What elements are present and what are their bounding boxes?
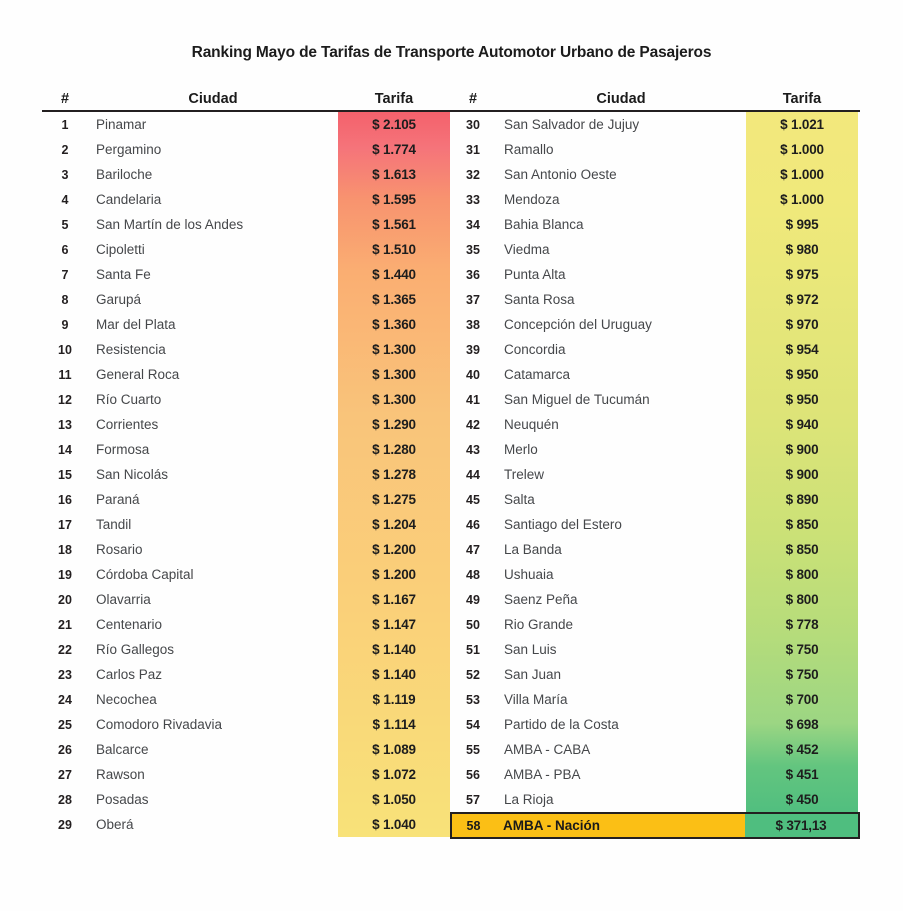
- table-row: [450, 737, 860, 762]
- row-rank: 14: [58, 442, 72, 457]
- row-city: San Miguel de Tucumán: [504, 392, 650, 407]
- row-city: Merlo: [504, 442, 538, 457]
- row-fare: $ 1.200: [372, 542, 416, 557]
- table-row: [42, 462, 452, 487]
- table-row: [42, 737, 452, 762]
- row-city: Tandil: [96, 517, 132, 532]
- table-row: [450, 687, 860, 712]
- row-fare: $ 1.140: [372, 667, 416, 682]
- row-city: Río Cuarto: [96, 392, 162, 407]
- row-fare: $ 900: [785, 442, 819, 457]
- row-rank: 19: [58, 567, 72, 582]
- row-city: Río Gallegos: [96, 642, 175, 657]
- row-rank: 51: [466, 642, 480, 657]
- table-row: [42, 812, 452, 837]
- table-right-panel: [450, 88, 860, 839]
- table-row: [450, 362, 860, 387]
- row-rank: 33: [466, 192, 480, 207]
- row-fare: $ 1.300: [372, 342, 416, 357]
- row-city: Salta: [504, 492, 535, 507]
- header-fare: Tarifa: [374, 90, 414, 107]
- row-rank: 17: [58, 517, 72, 532]
- row-fare: $ 1.204: [372, 517, 416, 532]
- table-header-right: [450, 88, 860, 112]
- row-rank: 3: [61, 167, 69, 182]
- row-fare: $ 371,13: [745, 814, 857, 837]
- table-row: [450, 212, 860, 237]
- row-rank: 24: [58, 692, 72, 707]
- table-row: [42, 187, 452, 212]
- row-rank: 23: [58, 667, 72, 682]
- row-city: Garupá: [96, 292, 142, 307]
- row-rank: 50: [466, 617, 480, 632]
- row-city: San Martín de los Andes: [96, 217, 244, 232]
- row-fare: $ 452: [785, 742, 819, 757]
- row-rank: 35: [466, 242, 480, 257]
- table-row: [42, 612, 452, 637]
- row-fare: $ 1.510: [372, 242, 416, 257]
- table-row: [450, 487, 860, 512]
- table-row: [42, 237, 452, 262]
- row-fare: $ 940: [785, 417, 819, 432]
- table-row: [450, 662, 860, 687]
- row-rank: 54: [466, 717, 480, 732]
- row-fare: $ 995: [785, 217, 819, 232]
- row-rank: 58: [452, 814, 495, 837]
- row-city: Partido de la Costa: [504, 717, 619, 732]
- table-row: [42, 487, 452, 512]
- row-rank: 31: [466, 142, 480, 157]
- row-rank: 55: [466, 742, 480, 757]
- table-row: [42, 262, 452, 287]
- row-city: AMBA - CABA: [504, 742, 591, 757]
- table-row: [450, 287, 860, 312]
- row-city: Mar del Plata: [96, 317, 176, 332]
- row-fare: $ 1.561: [372, 217, 416, 232]
- table-row: [450, 512, 860, 537]
- row-fare: $ 850: [785, 542, 819, 557]
- row-fare: $ 700: [785, 692, 819, 707]
- row-fare: $ 1.774: [372, 142, 416, 157]
- row-fare: $ 1.440: [372, 267, 416, 282]
- header-rank: #: [60, 90, 70, 107]
- header-rank-2: #: [468, 90, 478, 107]
- table-row: [42, 562, 452, 587]
- row-fare: $ 1.140: [372, 642, 416, 657]
- row-city: Punta Alta: [504, 267, 566, 282]
- row-rank: 42: [466, 417, 480, 432]
- header-city: Ciudad: [188, 90, 238, 107]
- row-city: Centenario: [96, 617, 163, 632]
- header-fare-2: Tarifa: [782, 90, 822, 107]
- row-fare: $ 1.072: [372, 767, 416, 782]
- table-row: [42, 412, 452, 437]
- row-city: Concepción del Uruguay: [504, 317, 652, 332]
- row-fare: $ 450: [785, 792, 819, 807]
- row-rank: 53: [466, 692, 480, 707]
- row-rank: 43: [466, 442, 480, 457]
- row-rank: 57: [466, 792, 480, 807]
- table-row: [450, 137, 860, 162]
- table-row: [450, 812, 860, 839]
- row-fare: $ 900: [785, 467, 819, 482]
- table-row: [42, 687, 452, 712]
- row-fare: $ 1.000: [780, 167, 824, 182]
- table-row: [450, 162, 860, 187]
- row-city: Olavarria: [96, 592, 151, 607]
- table-row: [42, 712, 452, 737]
- row-rank: 21: [58, 617, 72, 632]
- table-row: [42, 337, 452, 362]
- row-rank: 41: [466, 392, 480, 407]
- row-fare: $ 1.280: [372, 442, 416, 457]
- row-city: Pinamar: [96, 117, 147, 132]
- row-city: Ramallo: [504, 142, 554, 157]
- table-row: [42, 762, 452, 787]
- row-city: Cipoletti: [96, 242, 145, 257]
- row-rank: 26: [58, 742, 72, 757]
- row-city: Comodoro Rivadavia: [96, 717, 223, 732]
- row-city: Resistencia: [96, 342, 166, 357]
- row-fare: $ 1.167: [372, 592, 416, 607]
- row-fare: $ 1.278: [372, 467, 416, 482]
- row-city: San Juan: [504, 667, 562, 682]
- table-row: [42, 112, 452, 137]
- row-fare: $ 1.119: [372, 692, 416, 707]
- row-fare: $ 1.040: [372, 817, 416, 832]
- table-body-left: [42, 112, 452, 837]
- row-rank: 15: [58, 467, 72, 482]
- row-city: Rio Grande: [504, 617, 574, 632]
- row-city: La Rioja: [504, 792, 554, 807]
- row-fare: $ 1.000: [780, 192, 824, 207]
- row-city: Bahia Blanca: [504, 217, 584, 232]
- row-rank: 18: [58, 542, 72, 557]
- row-city: Necochea: [96, 692, 157, 707]
- row-city: Córdoba Capital: [96, 567, 194, 582]
- row-fare: $ 1.595: [372, 192, 416, 207]
- table-row: [42, 512, 452, 537]
- row-rank: 10: [58, 342, 72, 357]
- row-city: Trelew: [504, 467, 545, 482]
- table-body-right: [450, 112, 860, 839]
- row-rank: 38: [466, 317, 480, 332]
- row-city: Santa Rosa: [504, 292, 575, 307]
- table-row: [42, 587, 452, 612]
- row-city: General Roca: [96, 367, 180, 382]
- row-fare: $ 950: [785, 392, 819, 407]
- row-fare: $ 1.089: [372, 742, 416, 757]
- row-fare: $ 750: [785, 642, 819, 657]
- row-city: AMBA - PBA: [504, 767, 581, 782]
- row-fare: $ 1.365: [372, 292, 416, 307]
- table-left-panel: [42, 88, 452, 837]
- row-city: San Salvador de Jujuy: [504, 117, 640, 132]
- row-fare: $ 970: [785, 317, 819, 332]
- table-row: [42, 137, 452, 162]
- row-city: Balcarce: [96, 742, 149, 757]
- table-row: [450, 337, 860, 362]
- row-fare: $ 1.021: [780, 117, 824, 132]
- row-rank: 27: [58, 767, 72, 782]
- row-fare: $ 1.613: [372, 167, 416, 182]
- row-city: Villa María: [504, 692, 568, 707]
- row-fare: $ 972: [785, 292, 819, 307]
- row-city: Concordia: [504, 342, 566, 357]
- row-rank: 12: [58, 392, 72, 407]
- row-city: Neuquén: [504, 417, 559, 432]
- table-row: [42, 312, 452, 337]
- row-fare: $ 800: [785, 592, 819, 607]
- row-fare: $ 1.275: [372, 492, 416, 507]
- row-city: Santa Fe: [96, 267, 151, 282]
- row-city: Pergamino: [96, 142, 162, 157]
- row-rank: 46: [466, 517, 480, 532]
- row-city: Saenz Peña: [504, 592, 578, 607]
- table-row: [450, 612, 860, 637]
- table-row: [450, 762, 860, 787]
- row-fare: $ 1.147: [372, 617, 416, 632]
- row-rank: 16: [58, 492, 72, 507]
- row-rank: 9: [61, 317, 69, 332]
- row-city: Posadas: [96, 792, 149, 807]
- table-header-left: [42, 88, 452, 112]
- row-rank: 2: [61, 142, 69, 157]
- table-row: [450, 412, 860, 437]
- row-fare: $ 1.000: [780, 142, 824, 157]
- table-row: [450, 462, 860, 487]
- table-row: [42, 212, 452, 237]
- row-fare: $ 698: [785, 717, 819, 732]
- row-rank: 28: [58, 792, 72, 807]
- table-row: [42, 437, 452, 462]
- row-fare: $ 1.114: [372, 717, 416, 732]
- row-city: Corrientes: [96, 417, 159, 432]
- table-row: [42, 787, 452, 812]
- row-rank: 49: [466, 592, 480, 607]
- table-row: [42, 387, 452, 412]
- table-row: [42, 287, 452, 312]
- row-rank: 5: [61, 217, 69, 232]
- row-fare: $ 800: [785, 567, 819, 582]
- row-city: San Nicolás: [96, 467, 169, 482]
- table-row: [42, 537, 452, 562]
- row-rank: 36: [466, 267, 480, 282]
- row-city: Candelaria: [96, 192, 162, 207]
- row-fare: $ 1.200: [372, 567, 416, 582]
- row-rank: 45: [466, 492, 480, 507]
- row-fare: $ 1.300: [372, 392, 416, 407]
- row-fare: $ 890: [785, 492, 819, 507]
- row-rank: 1: [61, 117, 69, 132]
- table-row: [450, 437, 860, 462]
- row-fare: $ 954: [785, 342, 819, 357]
- row-city: Santiago del Estero: [504, 517, 622, 532]
- row-city: San Antonio Oeste: [504, 167, 617, 182]
- row-rank: 32: [466, 167, 480, 182]
- row-rank: 25: [58, 717, 72, 732]
- row-fare: $ 2.105: [372, 117, 416, 132]
- table-row: [450, 312, 860, 337]
- table-row: [450, 112, 860, 137]
- table-row: [450, 187, 860, 212]
- row-city: AMBA - Nación: [495, 814, 745, 837]
- page-title: Ranking Mayo de Tarifas de Transporte Automotor Urbano de Pasajeros: [191, 44, 712, 61]
- row-city: La Banda: [504, 542, 562, 557]
- table-row: [450, 262, 860, 287]
- row-fare: $ 980: [785, 242, 819, 257]
- row-rank: 29: [58, 817, 72, 832]
- table-row: [450, 712, 860, 737]
- row-rank: 44: [466, 467, 480, 482]
- row-rank: 56: [466, 767, 480, 782]
- row-fare: $ 850: [785, 517, 819, 532]
- row-rank: 22: [58, 642, 72, 657]
- row-rank: 47: [466, 542, 480, 557]
- table-row: [450, 237, 860, 262]
- row-fare: $ 975: [785, 267, 819, 282]
- row-rank: 11: [58, 367, 72, 382]
- row-rank: 30: [466, 117, 480, 132]
- row-city: Paraná: [96, 492, 140, 507]
- row-rank: 6: [61, 242, 69, 257]
- row-city: Carlos Paz: [96, 667, 163, 682]
- row-rank: 37: [466, 292, 480, 307]
- row-rank: 7: [61, 267, 69, 282]
- row-rank: 40: [466, 367, 480, 382]
- table-row: [42, 662, 452, 687]
- row-fare: $ 750: [785, 667, 819, 682]
- row-rank: 20: [58, 592, 72, 607]
- table-row: [450, 387, 860, 412]
- table-row: [450, 537, 860, 562]
- row-fare: $ 1.050: [372, 792, 416, 807]
- header-city-2: Ciudad: [596, 90, 646, 107]
- row-rank: 48: [466, 567, 480, 582]
- row-fare: $ 1.300: [372, 367, 416, 382]
- row-city: Viedma: [504, 242, 550, 257]
- table-row: [42, 362, 452, 387]
- row-city: Oberá: [96, 817, 134, 832]
- table-row: [450, 637, 860, 662]
- row-fare: $ 778: [785, 617, 819, 632]
- table-row: [450, 587, 860, 612]
- row-rank: 13: [58, 417, 72, 432]
- row-city: Bariloche: [96, 167, 153, 182]
- row-city: San Luis: [504, 642, 557, 657]
- table-row: [42, 162, 452, 187]
- row-city: Mendoza: [504, 192, 560, 207]
- row-city: Formosa: [96, 442, 150, 457]
- table-row: [450, 562, 860, 587]
- row-rank: 8: [61, 292, 69, 307]
- row-fare: $ 451: [785, 767, 819, 782]
- row-city: Catamarca: [504, 367, 571, 382]
- row-rank: 52: [466, 667, 480, 682]
- row-rank: 4: [61, 192, 69, 207]
- row-fare: $ 1.290: [372, 417, 416, 432]
- row-rank: 34: [466, 217, 480, 232]
- row-fare: $ 1.360: [372, 317, 416, 332]
- row-city: Rosario: [96, 542, 143, 557]
- table-row: [42, 637, 452, 662]
- row-rank: 39: [466, 342, 480, 357]
- table-row: [450, 787, 860, 812]
- row-city: Ushuaia: [504, 567, 554, 582]
- row-city: Rawson: [96, 767, 145, 782]
- row-fare: $ 950: [785, 367, 819, 382]
